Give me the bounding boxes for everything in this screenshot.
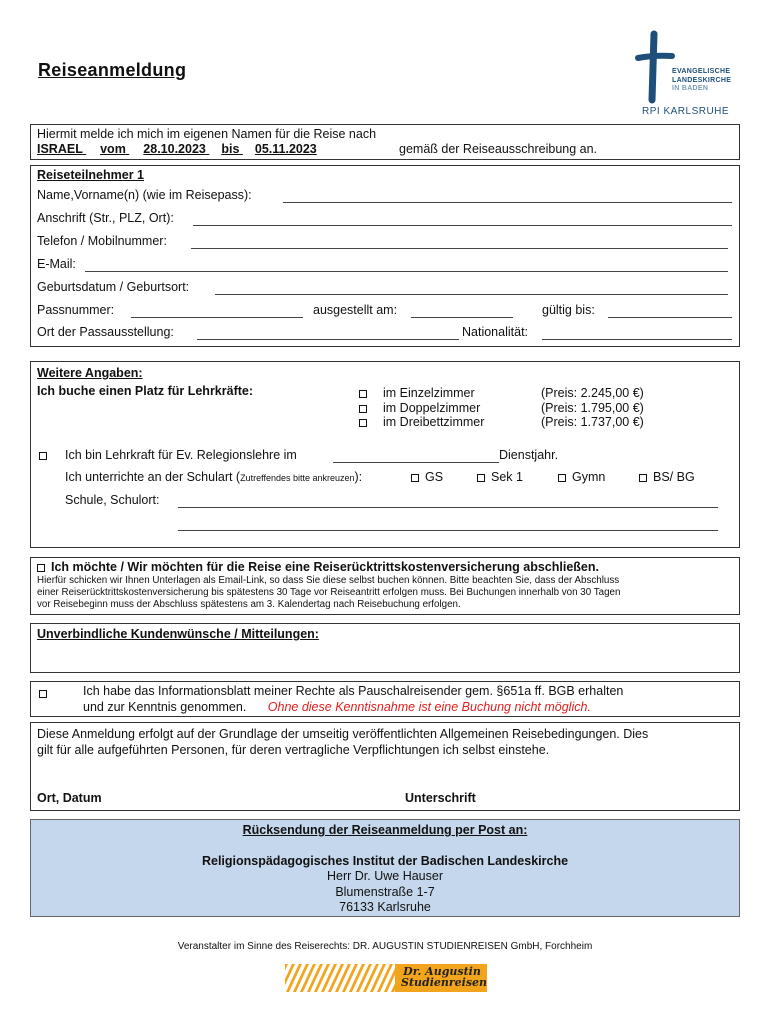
price-double: (Preis: 1.795,00 €) [541,401,644,415]
participant-heading: Reiseteilnehmer 1 [37,168,144,182]
birth-field[interactable] [215,294,728,295]
banner-line2: Studienreisen [401,976,488,989]
logo-rpi: RPI KARLSRUHE [642,106,730,117]
return-heading: Rücksendung der Reiseanmeldung per Post an: [242,823,528,837]
participant-box [30,165,740,347]
year-suffix: Dienstjahr. [499,448,559,462]
teacher-row[interactable] [39,448,297,462]
name-label: Name,Vorname(n) (wie im Reisepass): [37,188,252,202]
date-to: 05.11.2023 [254,142,317,156]
room-triple[interactable] [359,415,484,429]
booking-label: Ich buche einen Platz für Lehrkräfte: [37,384,254,398]
school-type-hint: Zutreffendes bitte ankreuzen [240,473,355,483]
school-type-prefix: Ich unterrichte an der Schulart ( [65,470,241,484]
further-heading: Weitere Angaben: [37,366,143,380]
checkbox-gs[interactable] [411,474,419,482]
insurance-line1: Hierfür schicken wir Ihnen Unterlagen als Email-Link, so dass Sie diese selbst buchen können. Bitte beachten Sie, dass der Abschluss [37,575,620,586]
checkbox-teacher[interactable] [39,452,47,460]
email-field[interactable] [85,271,728,272]
room-double[interactable] [359,401,480,415]
passport-field[interactable] [131,317,303,318]
return-org: Religionspädagogisches Institut der Badischen Landeskirche [201,854,569,868]
school-sek1-label: Sek 1 [491,470,523,484]
info-checkbox-wrap[interactable] [39,686,53,700]
church-logo [630,30,740,120]
checkbox-triple[interactable] [359,419,367,427]
service-year-field[interactable] [333,462,499,463]
phone-field[interactable] [191,248,728,249]
checkbox-insurance[interactable] [37,564,45,572]
intro-suffix: gemäß der Reiseausschreibung an. [399,142,598,156]
logo-line1: EVANGELISCHE [672,68,731,75]
logo-line3: IN BADEN [672,85,709,92]
school-bsbg[interactable] [639,470,695,484]
info-line2-row [83,700,591,714]
phone-label: Telefon / Mobilnummer: [37,234,167,248]
issue-place-field[interactable] [197,339,459,340]
info-line2: und zur Kenntnis genommen. [83,700,247,714]
info-line1: Ich habe das Informationsblatt meiner Rechte als Pauschalreisender gem. §651a ff. BGB erhalten [83,684,624,698]
address-label: Anschrift (Str., PLZ, Ort): [37,211,174,225]
terms-line1: Diese Anmeldung erfolgt auf der Grundlage der umseitig veröffentlichten Allgemeinen Reisebedingungen. Dies [37,727,649,741]
date-from: 28.10.2023 [143,142,206,156]
vom-label: vom [100,142,126,156]
intro-line2 [37,142,597,156]
issue-place-label: Ort der Passausstellung: [37,325,174,339]
passport-label: Passnummer: [37,303,115,317]
room-triple-label: im Dreibettzimmer [383,415,485,429]
school-gymn[interactable] [558,470,605,484]
cross-icon [630,30,675,105]
insurance-line2: einer Reiserücktrittskostenversicherung bis spätestens 30 Tage vor Reiseantritt erfolgen muss. Bei Buchungen innerhalb von 30 Tagen [37,587,621,598]
school-type-suffix: ): [354,470,363,484]
birth-label: Geburtsdatum / Geburtsort: [37,280,190,294]
checkbox-double[interactable] [359,405,367,413]
email-label: E-Mail: [37,257,76,271]
place-date-label: Ort, Datum [37,791,102,805]
info-box [30,681,740,717]
banner-line1: Dr. Augustin [403,965,481,978]
further-box [30,361,740,548]
room-double-label: im Doppelzimmer [383,401,481,415]
trip-details [37,142,399,156]
checkbox-sek1[interactable] [477,474,485,482]
checkbox-info[interactable] [39,690,47,698]
school-gs-label: GS [425,470,444,484]
checkbox-gymn[interactable] [558,474,566,482]
checkbox-bsbg[interactable] [639,474,647,482]
info-warning: Ohne diese Kenntisnahme ist eine Buchung nicht möglich. [267,700,591,714]
school-field-2[interactable] [178,530,718,531]
nationality-field[interactable] [542,339,732,340]
signature-label: Unterschrift [405,791,476,805]
checkbox-single[interactable] [359,390,367,398]
return-street: Blumenstraße 1-7 [335,885,435,899]
insurance-box [30,557,740,615]
insurance-line3: vor Reisebeginn muss der Abschluss spätestens am 3. Kalendertag nach Reisebuchung erfolgen. [37,599,461,610]
school-sek1[interactable] [477,470,523,484]
studienreisen-logo [285,964,487,992]
school-gs[interactable] [411,470,443,484]
teacher-label: Ich bin Lehrkraft für Ev. Relegionslehre im [65,448,297,462]
intro-box [30,124,740,160]
price-single: (Preis: 2.245,00 €) [541,386,644,400]
school-gymn-label: Gymn [572,470,606,484]
wishes-heading: Unverbindliche Kundenwünsche / Mitteilungen: [37,627,319,641]
name-field[interactable] [283,202,732,203]
nationality-label: Nationalität: [462,325,529,339]
destination: ISRAEL [37,142,83,156]
bis-label: bis [221,142,240,156]
insurance-heading: Ich möchte / Wir möchten für die Reise eine Reiserücktrittskostenversicherung abschließen. [51,560,599,574]
issued-label: ausgestellt am: [313,303,398,317]
return-person: Herr Dr. Uwe Hauser [327,869,443,883]
terms-box [30,722,740,811]
issued-field[interactable] [411,317,513,318]
school-field[interactable] [178,507,718,508]
wishes-box[interactable] [30,623,740,673]
school-type-row [65,470,362,484]
valid-field[interactable] [608,317,732,318]
room-single[interactable] [359,386,475,400]
return-box [30,819,740,917]
valid-label: gültig bis: [542,303,595,317]
price-triple: (Preis: 1.737,00 €) [541,415,644,429]
room-single-label: im Einzelzimmer [383,386,475,400]
insurance-row[interactable] [37,560,599,574]
school-label: Schule, Schulort: [65,493,160,507]
address-field[interactable] [193,225,732,226]
school-bsbg-label: BS/ BG [653,470,695,484]
intro-line1: Hiermit melde ich mich im eigenen Namen für die Reise nach [37,127,377,141]
return-city: 76133 Karlsruhe [339,900,431,914]
page-title: Reiseanmeldung [38,60,187,80]
logo-line2: LANDESKIRCHE [672,76,732,84]
footer-text: Veranstalter im Sinne des Reiserechts: DR. AUGUSTIN STUDIENREISEN GmbH, Forchheim [177,941,593,952]
terms-line2: gilt für alle aufgeführten Personen, für deren vertragliche Verpflichtungen ich selbst einstehe. [37,743,550,757]
